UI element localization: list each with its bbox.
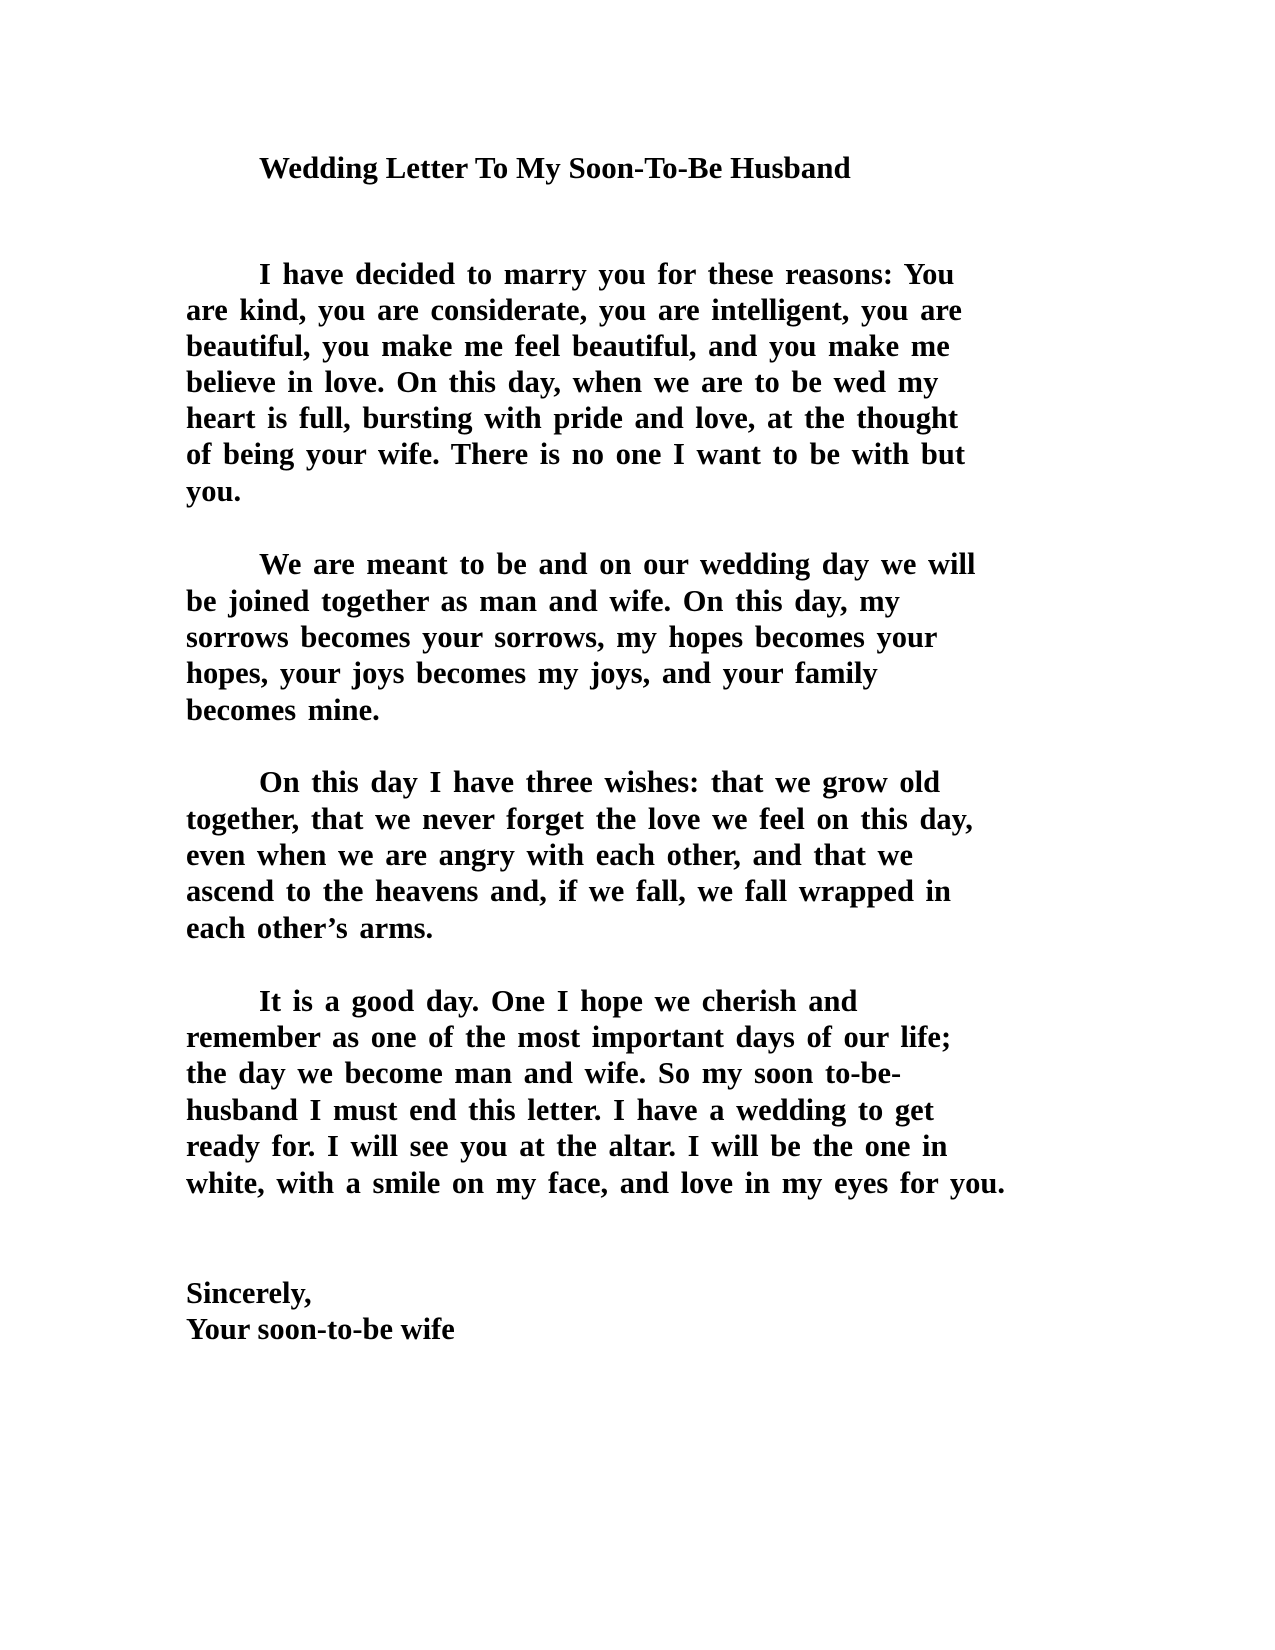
paragraph-4-line-4: husband I must end this letter. I have a wedding to get: [186, 1093, 934, 1127]
paragraph-1-line-5: heart is full, bursting with pride and love, at the thought: [186, 401, 959, 435]
paragraph-2-line-4: hopes, your joys becomes my joys, and your family: [186, 656, 878, 690]
paragraph-1-line-6: of being your wife. There is no one I want to be with but: [186, 437, 965, 471]
paragraph-2-line-5: becomes mine.: [186, 693, 380, 727]
paragraph-3-line-5: each other’s arms.: [186, 911, 434, 945]
paragraph-1-line-7: you.: [186, 474, 242, 508]
letter-title: Wedding Letter To My Soon-To-Be Husband: [259, 150, 851, 185]
paragraph-3-line-2: together, that we never forget the love we feel on this day,: [186, 802, 973, 836]
paragraph-4-line-1: It is a good day. One I hope we cherish and: [259, 984, 858, 1018]
paragraph-1-line-2: are kind, you are considerate, you are intelligent, you are: [186, 293, 962, 327]
letter-signature: Your soon-to-be wife: [186, 1312, 455, 1346]
paragraph-1-line-3: beautiful, you make me feel beautiful, and you make me: [186, 329, 950, 363]
paragraph-3-line-1: On this day I have three wishes: that we grow old: [259, 765, 941, 799]
paragraph-4-line-6: white, with a smile on my face, and love in my eyes for you.: [186, 1166, 1005, 1200]
paragraph-3-line-4: ascend to the heavens and, if we fall, we fall wrapped in: [186, 874, 951, 908]
paragraph-2-line-3: sorrows becomes your sorrows, my hopes becomes your: [186, 620, 938, 654]
paragraph-3-line-3: even when we are angry with each other, and that we: [186, 838, 914, 872]
letter-closing: Sincerely,: [186, 1276, 312, 1310]
paragraph-2-line-1: We are meant to be and on our wedding day we will: [259, 547, 976, 581]
paragraph-4-line-3: the day we become man and wife. So my soon to-be-: [186, 1056, 902, 1090]
paragraph-4-line-5: ready for. I will see you at the altar. I will be the one in: [186, 1129, 948, 1163]
paragraph-1-line-1: I have decided to marry you for these reasons: You: [259, 257, 955, 291]
paragraph-4-line-2: remember as one of the most important days of our life;: [186, 1020, 952, 1054]
paragraph-1-line-4: believe in love. On this day, when we are to be wed my: [186, 365, 939, 399]
paragraph-2-line-2: be joined together as man and wife. On this day, my: [186, 584, 900, 618]
